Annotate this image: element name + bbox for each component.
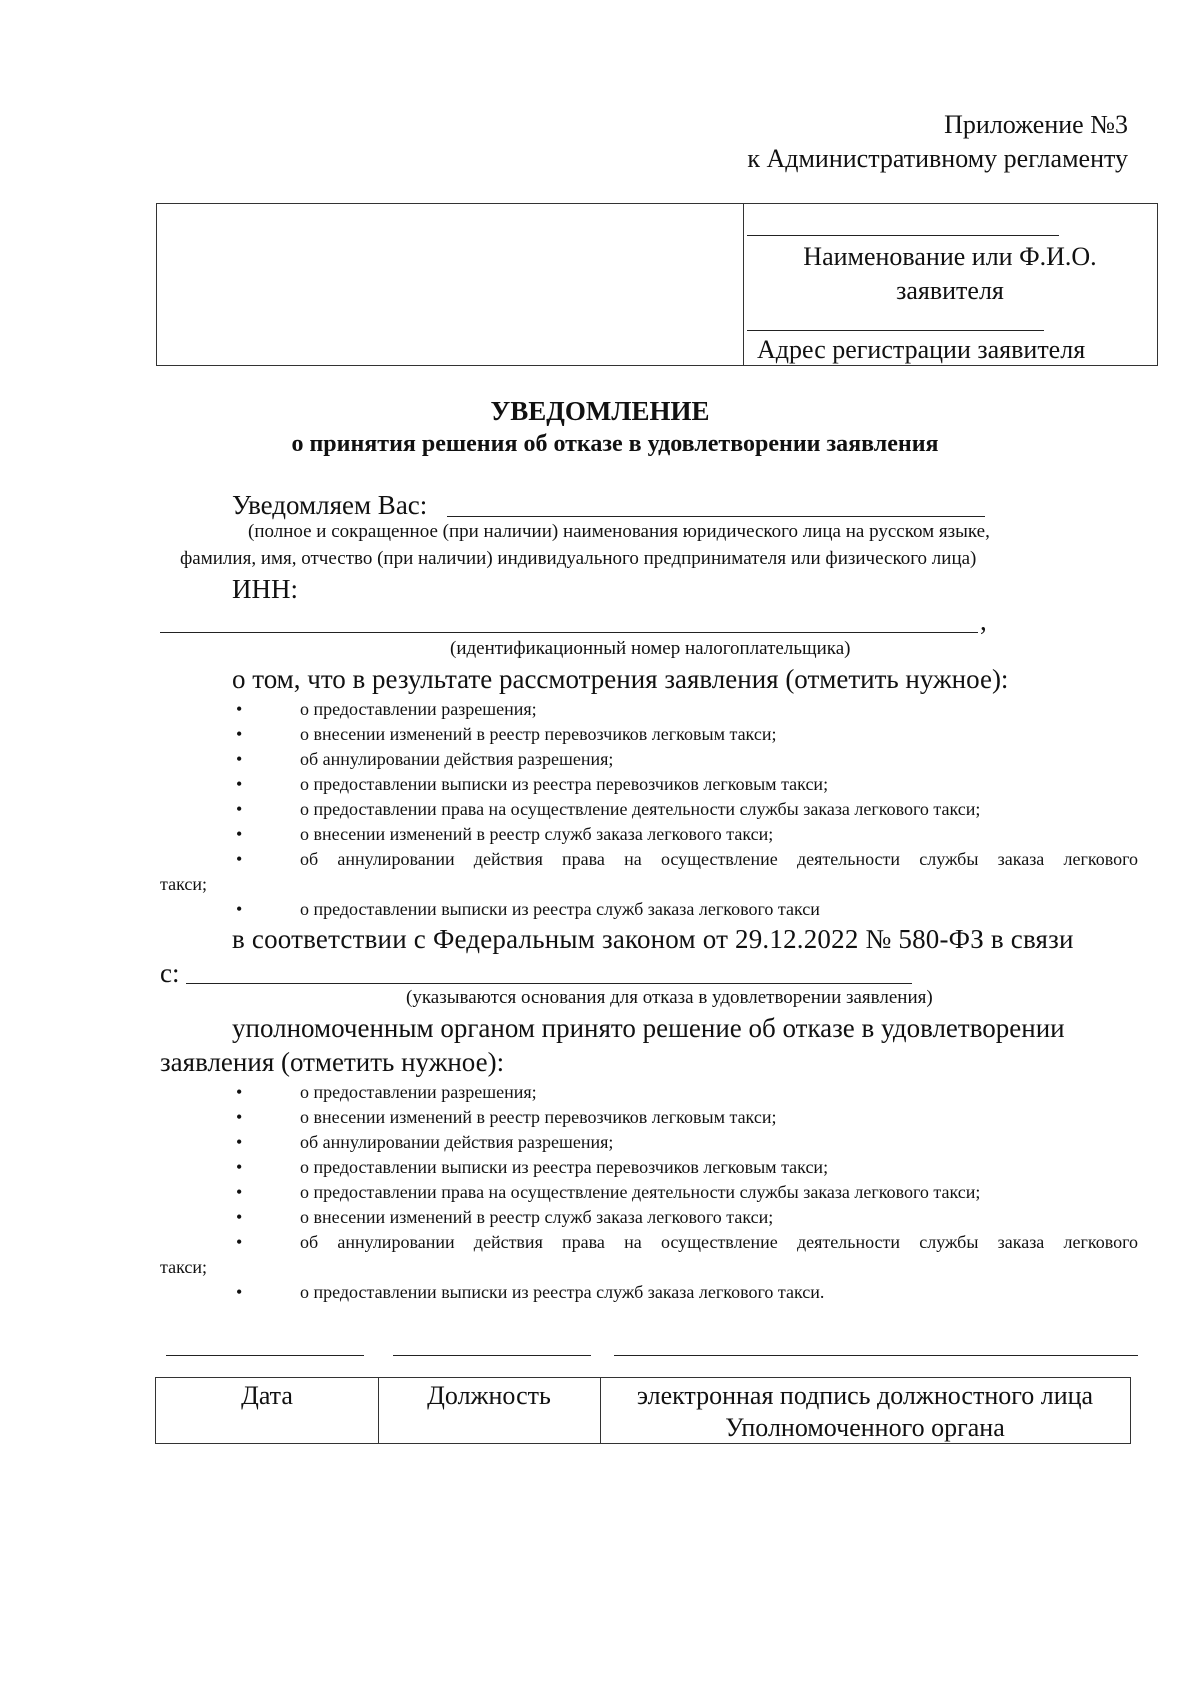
option-2-item[interactable]: • о предоставлении выписки из реестра служб заказа легкового такси. bbox=[232, 1280, 1138, 1305]
applicant-address-label: Адрес регистрации заявителя bbox=[757, 335, 1086, 364]
bullet-icon: • bbox=[236, 1232, 243, 1252]
bullet-icon: • bbox=[236, 824, 243, 844]
bullet-icon: • bbox=[236, 1132, 243, 1152]
decision-line-2: заявления (отметить нужное): bbox=[160, 1047, 505, 1077]
inn-label: ИНН: bbox=[232, 574, 298, 604]
notify-recipient-line[interactable] bbox=[447, 516, 985, 517]
position-signature-line[interactable] bbox=[393, 1355, 591, 1356]
annex-header bbox=[747, 108, 1128, 176]
option-1-wrap-text: такси; bbox=[160, 874, 207, 894]
bullet-icon: • bbox=[236, 1157, 243, 1177]
bullet-icon: • bbox=[236, 1182, 243, 1202]
applicant-name-label-1: Наименование или Ф.И.О. bbox=[803, 242, 1097, 271]
bullet-icon: • bbox=[236, 1282, 243, 1302]
bullet-icon: • bbox=[236, 1107, 243, 1127]
options-list-1-last bbox=[232, 897, 1138, 922]
applicant-box bbox=[156, 203, 1158, 366]
applicant-address-line[interactable] bbox=[747, 330, 1044, 331]
bullet-icon: • bbox=[236, 774, 243, 794]
bullet-icon: • bbox=[236, 849, 243, 869]
option-2-item[interactable]: • о внесении изменений в реестр перевозчиков легковым такси; bbox=[232, 1105, 1138, 1130]
signature-date-label: Дата bbox=[241, 1381, 293, 1410]
option-1-item[interactable]: • о предоставлении выписки из реестра служб заказа легкового такси bbox=[232, 897, 1138, 922]
signature-table bbox=[155, 1377, 1131, 1444]
option-1-item[interactable]: • о внесении изменений в реестр служб заказа легкового такси; bbox=[232, 822, 1138, 847]
inn-comma: , bbox=[980, 606, 987, 636]
law-prefix: с: bbox=[160, 958, 180, 988]
options-list-2 bbox=[232, 1080, 1138, 1255]
decision-line-1: уполномоченным органом принято решение об отказе в удовлетворении bbox=[232, 1013, 1065, 1043]
bullet-icon: • bbox=[236, 899, 243, 919]
option-1-item[interactable]: • об аннулировании действия права на осуществление деятельности службы заказа легкового bbox=[232, 847, 1138, 872]
applicant-name-label bbox=[745, 240, 1155, 308]
document-title: УВЕДОМЛЕНИЕ bbox=[490, 396, 710, 426]
notify-label: Уведомляем Вас: bbox=[232, 490, 428, 520]
signature-esign-label-1: электронная подпись должностного лица bbox=[636, 1381, 1094, 1410]
bullet-icon: • bbox=[236, 749, 243, 769]
option-2-item[interactable]: • об аннулировании действия права на осуществление деятельности службы заказа легкового bbox=[232, 1230, 1138, 1255]
bullet-icon: • bbox=[236, 724, 243, 744]
signature-position-label: Должность bbox=[427, 1381, 551, 1410]
bullet-icon: • bbox=[236, 1082, 243, 1102]
option-1-item[interactable]: • о предоставлении разрешения; bbox=[232, 697, 1138, 722]
inn-hint: (идентификационный номер налогоплательщика) bbox=[450, 638, 851, 659]
document-subtitle: о принятия решения об отказе в удовлетворении заявления bbox=[291, 431, 939, 457]
signature-esign-cell bbox=[600, 1378, 1130, 1443]
option-1-item[interactable]: • о предоставлении права на осуществление деятельности службы заказа легкового такси; bbox=[232, 797, 1138, 822]
signature-esign-label-2: Уполномоченного органа bbox=[725, 1413, 1005, 1442]
option-2-item[interactable]: • о предоставлении выписки из реестра перевозчиков легковым такси; bbox=[232, 1155, 1138, 1180]
options-list-2-last bbox=[232, 1280, 1138, 1305]
law-line: в соответствии с Федеральным законом от 29.12.2022 № 580-ФЗ в связи bbox=[232, 924, 1074, 954]
applicant-box-divider bbox=[743, 204, 744, 365]
signature-date-cell bbox=[156, 1378, 379, 1443]
review-intro: о том, что в результате рассмотрения заявления (отметить нужное): bbox=[232, 664, 1009, 694]
applicant-name-label-2: заявителя bbox=[896, 276, 1004, 305]
option-2-wrap-text: такси; bbox=[160, 1257, 207, 1277]
applicant-name-line[interactable] bbox=[747, 235, 1059, 236]
signature-position-cell bbox=[378, 1378, 601, 1443]
notify-hint-1: (полное и сокращенное (при наличии) наименования юридического лица на русском языке, bbox=[248, 521, 990, 542]
law-reason-line[interactable] bbox=[186, 983, 912, 984]
bullet-icon: • bbox=[236, 699, 243, 719]
inn-line[interactable] bbox=[160, 632, 978, 633]
law-hint: (указываются основания для отказа в удовлетворении заявления) bbox=[406, 987, 933, 1008]
annex-line-2: к Административному регламенту bbox=[747, 144, 1128, 173]
notify-hint-2: фамилия, имя, отчество (при наличии) индивидуального предпринимателя или физического лица) bbox=[180, 548, 977, 569]
option-2-item[interactable]: • о предоставлении права на осуществление деятельности службы заказа легкового такси; bbox=[232, 1180, 1138, 1205]
esign-signature-line[interactable] bbox=[614, 1355, 1138, 1356]
option-2-item[interactable]: • об аннулировании действия разрешения; bbox=[232, 1130, 1138, 1155]
option-1-item[interactable]: • о внесении изменений в реестр перевозчиков легковым такси; bbox=[232, 722, 1138, 747]
bullet-icon: • bbox=[236, 1207, 243, 1227]
options-list-1 bbox=[232, 697, 1138, 872]
option-1-item[interactable]: • о предоставлении выписки из реестра перевозчиков легковым такси; bbox=[232, 772, 1138, 797]
option-2-item[interactable]: • о предоставлении разрешения; bbox=[232, 1080, 1138, 1105]
date-signature-line[interactable] bbox=[166, 1355, 364, 1356]
option-1-item[interactable]: • об аннулировании действия разрешения; bbox=[232, 747, 1138, 772]
bullet-icon: • bbox=[236, 799, 243, 819]
option-2-item[interactable]: • о внесении изменений в реестр служб заказа легкового такси; bbox=[232, 1205, 1138, 1230]
annex-line-1: Приложение №3 bbox=[944, 110, 1128, 139]
